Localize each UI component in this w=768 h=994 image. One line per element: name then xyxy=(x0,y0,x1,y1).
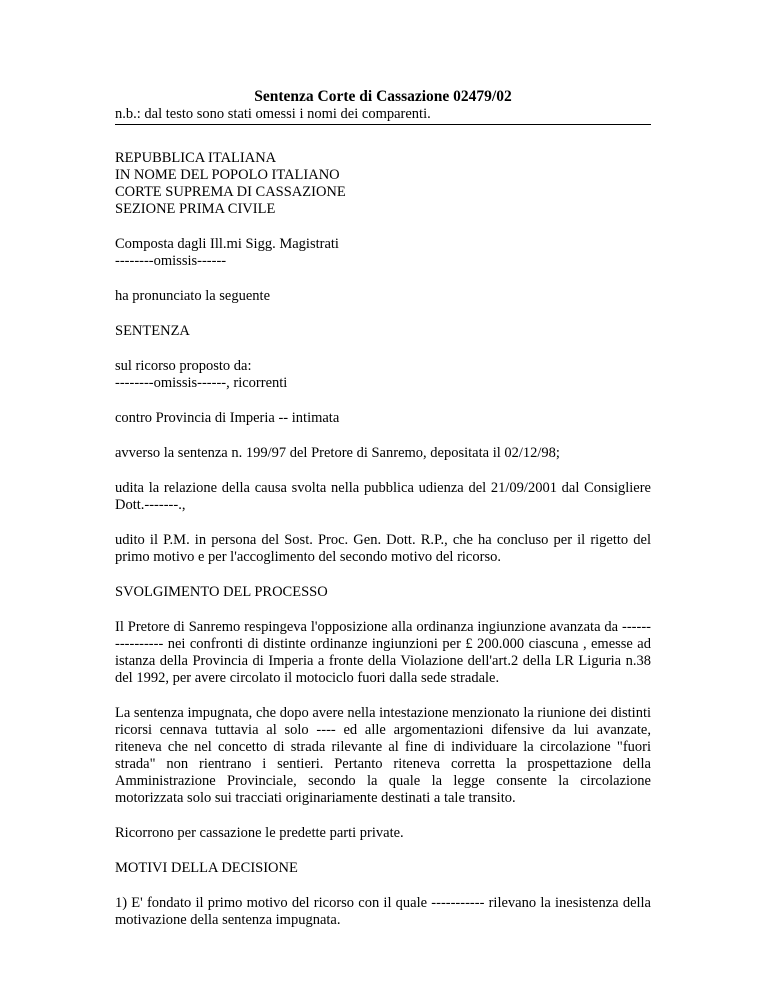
pronounced-text: ha pronunciato la seguente xyxy=(115,288,271,304)
svolgimento-paragraph-3: Ricorrono per cassazione le predette parti private. xyxy=(115,825,404,841)
header-line: IN NOME DEL POPOLO ITALIANO xyxy=(115,167,340,183)
composition-line: Composta dagli Ill.mi Sigg. Magistrati xyxy=(115,236,339,252)
motivi-paragraph-1: 1) E' fondato il primo motivo del ricorso con il quale ----------- rilevano la inesistenza della motivazione della sentenza impugnata. xyxy=(115,895,651,928)
ricorso-block xyxy=(115,358,651,392)
sentenza-heading: SENTENZA xyxy=(115,323,190,339)
contro-text: contro Provincia di Imperia -- intimata xyxy=(115,410,340,426)
svolgimento-heading: SVOLGIMENTO DEL PROCESSO xyxy=(115,584,328,600)
omission-note: n.b.: dal testo sono stati omessi i nomi dei comparenti. xyxy=(115,106,431,122)
udito-paragraph: udito il P.M. in persona del Sost. Proc. Gen. Dott. R.P., che ha concluso per il rigetto del primo motivo e per l'accoglimento del secondo motivo del ricorso. xyxy=(115,532,651,565)
composition-line: --------omissis------ xyxy=(115,253,227,269)
motivi-heading: MOTIVI DELLA DECISIONE xyxy=(115,860,298,876)
ricorso-line: --------omissis------, ricorrenti xyxy=(115,375,288,391)
composition-block xyxy=(115,236,651,270)
header-line: REPUBBLICA ITALIANA xyxy=(115,150,277,166)
document-page xyxy=(115,88,651,929)
court-header xyxy=(115,150,651,218)
svolgimento-paragraph-1: Il Pretore di Sanremo respingeva l'opposizione alla ordinanza ingiunzione avanzata da ---------------- nei confronti di distinte ordinanze ingiunzioni per £ 200.000 ciascuna , emesse ad istanza della Provincia di Imperia a fronte della Violazione dell'art.2 della LR Liguria n.38 del 1992, per avere circolato il motociclo fuori dalla sede stradale. xyxy=(115,619,651,686)
header-line: CORTE SUPREMA DI CASSAZIONE xyxy=(115,184,346,200)
ricorso-line: sul ricorso proposto da: xyxy=(115,358,252,374)
svolgimento-paragraph-2: La sentenza impugnata, che dopo avere nella intestazione menzionato la riunione dei distinti ricorsi cennava tuttavia al solo ---- ed alle argomentazioni difensive da lui avanzate, riteneva che nel concetto di strada rilevante al fine di individuare la circolazione "fuori strada" non rientrano i sentieri. Pertanto riteneva corretta la prospettazione della Amministrazione Provinciale, secondo la quale la legge consente la circolazione motorizzata solo sui tracciati originariamente destinati a tale transito. xyxy=(115,705,651,806)
udita-paragraph: udita la relazione della causa svolta nella pubblica udienza del 21/09/2001 dal Consigliere Dott.-------., xyxy=(115,480,651,513)
document-title: Sentenza Corte di Cassazione 02479/02 xyxy=(254,88,512,105)
header-line: SEZIONE PRIMA CIVILE xyxy=(115,201,276,217)
avverso-text: avverso la sentenza n. 199/97 del Pretore di Sanremo, depositata il 02/12/98; xyxy=(115,445,560,461)
